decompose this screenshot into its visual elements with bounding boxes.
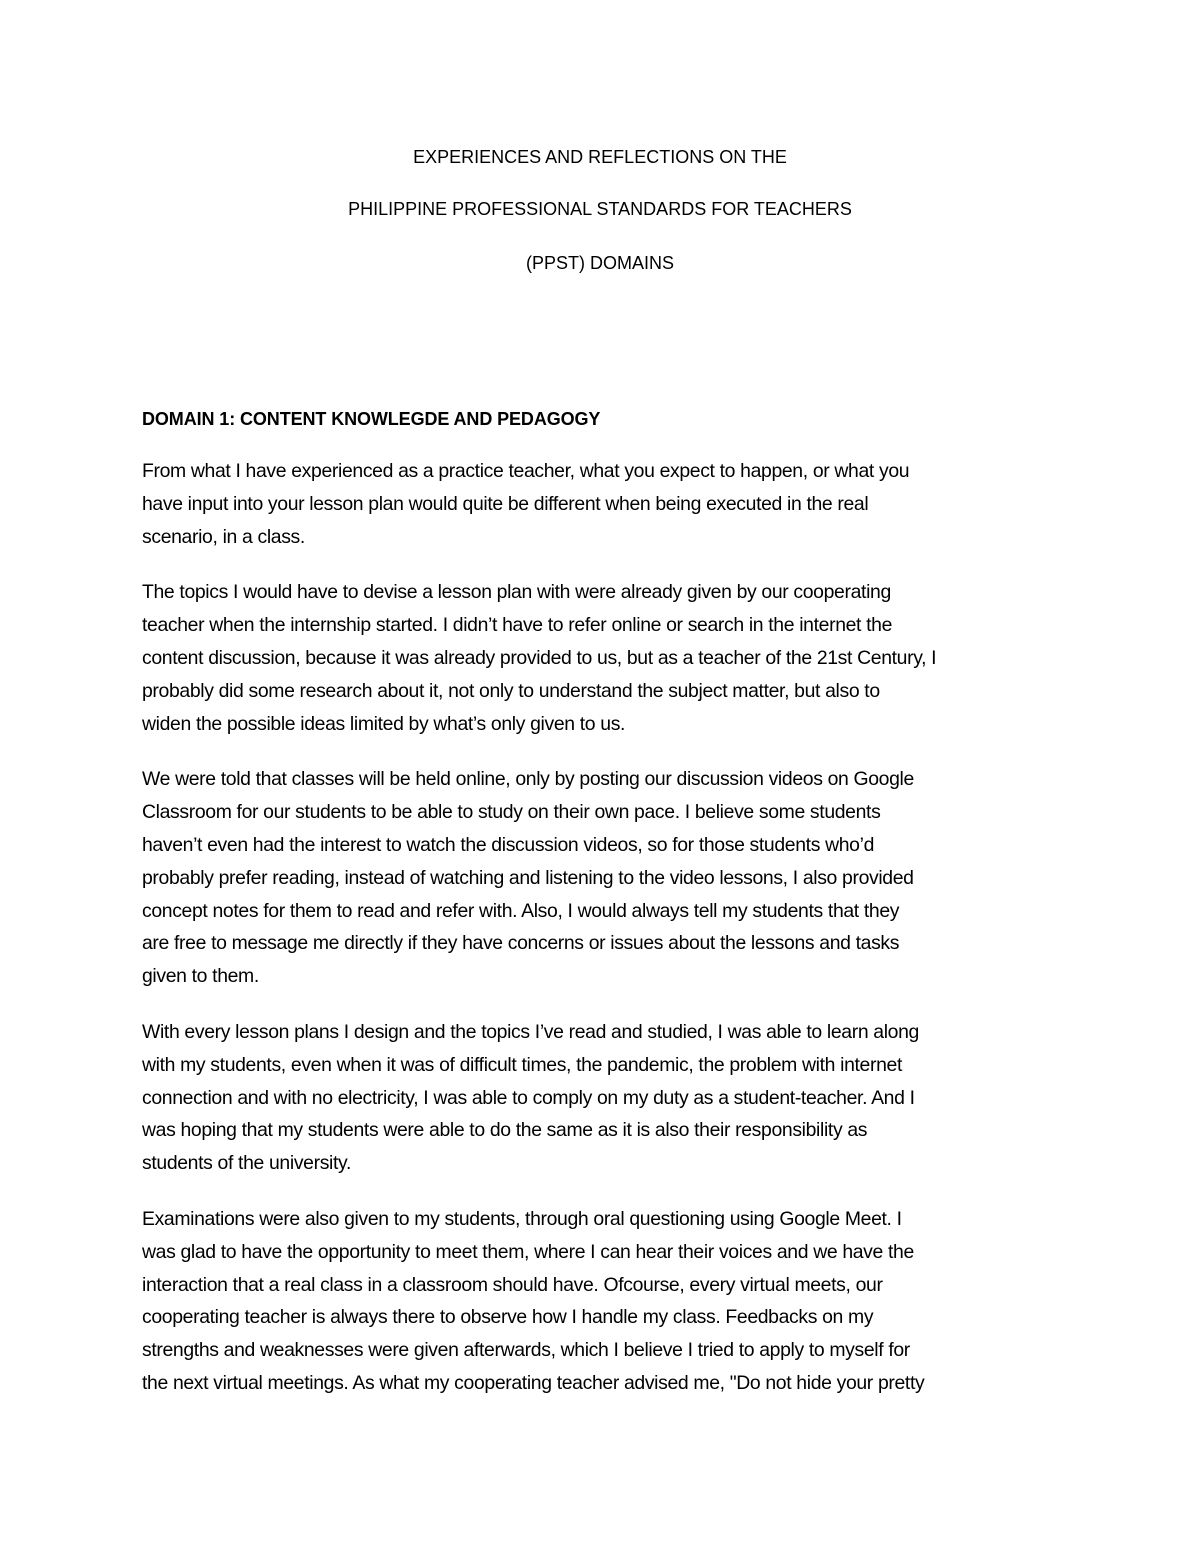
paragraph-line: was glad to have the opportunity to meet them, where I can hear their voices and we have the [142,1240,914,1263]
paragraph-3 [142,763,1082,993]
paragraph-line: widen the possible ideas limited by what’s only given to us. [142,712,626,735]
paragraph-2 [142,576,1082,740]
paragraph-line: Classroom for our students to be able to study on their own pace. I believe some students [142,801,881,824]
paragraph-line: have input into your lesson plan would quite be different when being executed in the real [142,492,869,515]
paragraph-line: the next virtual meetings. As what my cooperating teacher advised me, "Do not hide your pretty [142,1371,925,1394]
paragraph-line: cooperating teacher is always there to observe how I handle my class. Feedbacks on my [142,1306,874,1329]
paragraph-line: with my students, even when it was of difficult times, the pandemic, the problem with internet [142,1053,902,1076]
paragraph-line: content discussion, because it was already provided to us, but as a teacher of the 21st Century, I [142,646,937,669]
paragraph-line: scenario, in a class. [142,525,305,548]
paragraph-1 [142,455,1082,553]
document-title-line-3: (PPST) DOMAINS [525,253,674,273]
paragraph-line: strengths and weaknesses were given afterwards, which I believe I tried to apply to myself for [142,1339,910,1362]
paragraph-line: concept notes for them to read and refer with. Also, I would always tell my students that they [142,899,900,922]
document-title-line-2: PHILIPPINE PROFESSIONAL STANDARDS FOR TEACHERS [348,199,852,219]
paragraph-line: given to them. [142,965,259,988]
paragraph-line: students of the university. [142,1152,351,1175]
paragraph-line: teacher when the internship started. I didn’t have to refer online or search in the internet the [142,614,893,637]
paragraph-line: Examinations were also given to my students, through oral questioning using Google Meet. I [142,1207,902,1230]
paragraph-line: was hoping that my students were able to do the same as it is also their responsibility as [142,1119,868,1142]
paragraph-line: We were told that classes will be held online, only by posting our discussion videos on Google [142,768,914,791]
paragraph-line: haven’t even had the interest to watch the discussion videos, so for those students who’d [142,833,875,856]
paragraph-line: connection and with no electricity, I was able to comply on my duty as a student-teacher. And I [142,1086,915,1109]
section-heading: DOMAIN 1: CONTENT KNOWLEGDE AND PEDAGOGY [142,409,601,429]
paragraph-5 [142,1203,1082,1400]
paragraph-line: From what I have experienced as a practice teacher, what you expect to happen, or what you [142,460,910,482]
paragraph-line: The topics I would have to devise a lesson plan with were already given by our cooperating [142,581,891,604]
paragraph-line: probably did some research about it, not only to understand the subject matter, but also to [142,679,880,702]
document-title-line-1: EXPERIENCES AND REFLECTIONS ON THE [413,147,787,167]
paragraph-line: probably prefer reading, instead of watching and listening to the video lessons, I also provided [142,866,914,889]
paragraph-line: interaction that a real class in a classroom should have. Ofcourse, every virtual meets, our [142,1273,883,1296]
paragraph-line: are free to message me directly if they have concerns or issues about the lessons and tasks [142,932,900,955]
domain-section [142,405,1082,1423]
paragraph-line: With every lesson plans I design and the topics I’ve read and studied, I was able to learn along [142,1020,919,1043]
paragraph-4 [142,1016,1082,1180]
